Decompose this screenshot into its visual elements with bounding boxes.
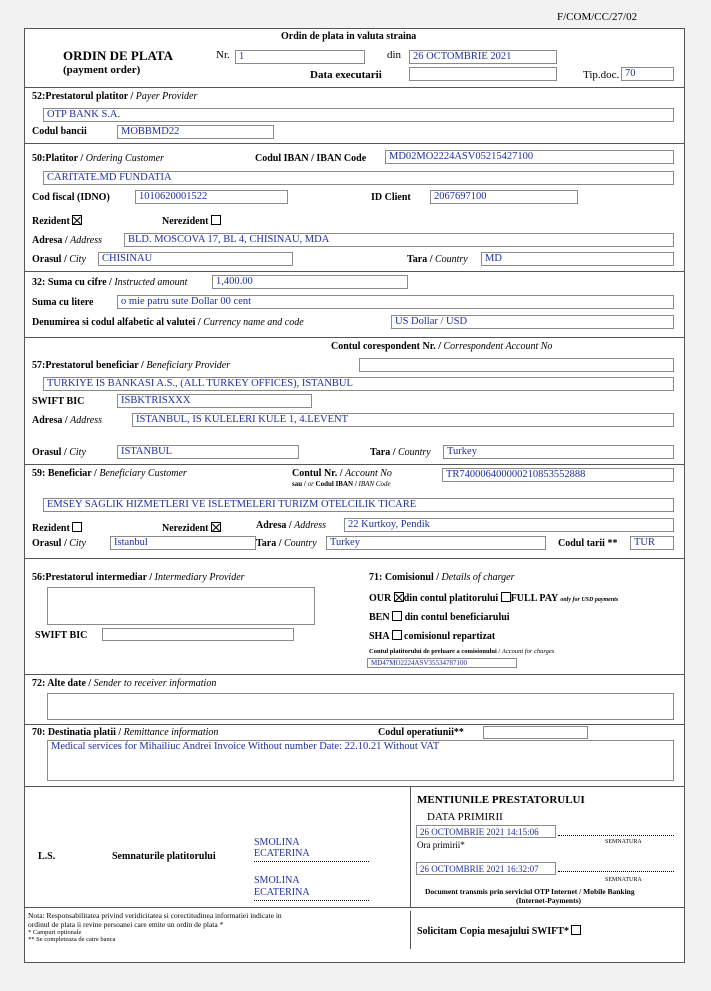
signature-name-2-last: ECATERINA: [254, 887, 310, 898]
beneficiary-customer-label: 59: Beneficiar / Beneficiary Customer: [32, 468, 187, 479]
intermediary-swift-field[interactable]: [102, 628, 294, 641]
transmission-note-line-2: (Internet-Payments): [516, 896, 581, 905]
transmission-note-line-1: Document transmis prin serviciul OTP Internet / Mobile Banking: [425, 887, 635, 896]
bank-code-field[interactable]: MOBBMD22: [117, 125, 274, 139]
footer-notes: [28, 911, 282, 943]
beneficiary-swift-field[interactable]: ISBKTRISXXX: [117, 394, 312, 408]
signature-name-1-first: SMOLINA: [254, 837, 300, 848]
fiscal-code-label: Cod fiscal (IDNO): [32, 192, 110, 203]
sha-checkbox[interactable]: [392, 630, 402, 640]
din-field[interactable]: 26 OCTOMBRIE 2021: [409, 50, 557, 64]
amount-words-label: Suma cu litere: [32, 297, 94, 308]
nr-label: Nr.: [216, 49, 230, 61]
rezident-option[interactable]: Rezident: [32, 215, 82, 227]
rezident-checkbox-checked[interactable]: [72, 215, 82, 225]
signatures-divider: [410, 787, 411, 908]
beneficiary-provider-country-field[interactable]: Turkey: [443, 445, 674, 459]
beneficiary-country-field[interactable]: Turkey: [326, 536, 546, 550]
country-label: Tara / Country: [407, 254, 468, 265]
beneficiary-city-label: Orasul / City: [32, 538, 86, 549]
signature-line-2: [254, 900, 369, 901]
city-field[interactable]: CHISINAU: [98, 252, 293, 266]
signature-name-2-first: SMOLINA: [254, 875, 300, 886]
beneficiary-iban-sublabel: sau / or Codul IBAN / IBAN Code: [292, 480, 391, 488]
beneficiary-provider-section: [25, 338, 684, 465]
beneficiary-account-field[interactable]: TR740006400000210853552888: [442, 468, 674, 482]
beneficiary-rezident-checkbox[interactable]: [72, 522, 82, 532]
intermediary-swift-label: SWIFT BIC: [35, 630, 88, 641]
payer-provider-section: [25, 88, 684, 144]
remittance-label: 70: Destinatia platii / Remittance information: [32, 727, 219, 738]
country-field[interactable]: MD: [481, 252, 674, 266]
ordering-customer-label: 50:Platitor / Ordering Customer: [32, 153, 164, 164]
iban-label: Codul IBAN / IBAN Code: [255, 153, 367, 164]
client-id-field[interactable]: 2067697100: [430, 190, 578, 204]
correspondent-account-field[interactable]: [359, 358, 674, 372]
receipt-date-label: DATA PRIMIRII: [427, 811, 503, 823]
amount-field[interactable]: 1,400.00: [212, 275, 408, 289]
currency-field[interactable]: US Dollar / USD: [391, 315, 674, 329]
receipt-time-label: Ora primirii*: [417, 840, 465, 850]
fiscal-code-field[interactable]: 1010620001522: [135, 190, 288, 204]
beneficiary-nerezident-checkbox-checked[interactable]: [211, 522, 221, 532]
beneficiary-account-label: Contul Nr. / Account No: [292, 468, 392, 479]
beneficiary-rezident-option[interactable]: Rezident: [32, 522, 82, 534]
intermediary-provider-field[interactable]: [47, 587, 315, 625]
beneficiary-provider-field[interactable]: TURKIYE IS BANKASI A.S., (ALL TURKEY OFFICES), ISTANBUL: [43, 377, 674, 391]
intermediary-charges-section: [25, 559, 684, 675]
amount-section: [25, 272, 684, 338]
header-section: [25, 29, 684, 88]
receipt-time-field[interactable]: 26 OCTOMBRIE 2021 16:32:07: [416, 862, 556, 875]
ben-checkbox[interactable]: [392, 611, 402, 621]
provider-mentions-title: MENTIUNILE PRESTATORULUI: [417, 794, 585, 806]
country-code-field[interactable]: TUR: [630, 536, 674, 550]
beneficiary-provider-address-field[interactable]: ISTANBUL, IS KULELERI KULE 1, 4.LEVENT: [132, 413, 674, 427]
beneficiary-provider-city-field[interactable]: ISTANBUL: [117, 445, 299, 459]
beneficiary-city-field[interactable]: Istanbul: [110, 536, 256, 550]
charges-our-option[interactable]: OUR din contul platitorului FULL PAY only for USD payments: [369, 593, 619, 604]
bank-code-label: Codul bancii: [32, 126, 87, 137]
address-label: Adresa / Address: [32, 235, 103, 246]
beneficiary-provider-label: 57:Prestatorul beneficiar / Beneficiary Provider: [32, 360, 231, 371]
iban-field[interactable]: MD02MO2224ASV05215427100: [385, 150, 674, 164]
beneficiary-provider-country-label: Tara / Country: [370, 447, 431, 458]
signature-line-3: [558, 835, 674, 836]
ls-label: L.S.: [38, 851, 56, 862]
nerezident-option[interactable]: Nerezident: [162, 215, 221, 227]
fullpay-checkbox[interactable]: [501, 592, 511, 602]
signature-name-1-last: ECATERINA: [254, 848, 310, 859]
beneficiary-provider-address-label: Adresa / Address: [32, 415, 103, 426]
beneficiary-country-label: Tara / Country: [256, 538, 317, 549]
signature-caption-2: SEMNATURA: [605, 877, 642, 883]
exec-date-label: Data executarii: [310, 69, 382, 81]
exec-date-field[interactable]: [409, 67, 557, 81]
currency-label: Denumirea si codul alfabetic al valutei / Currency name and code: [32, 317, 304, 328]
swift-copy-checkbox[interactable]: [571, 925, 581, 935]
charges-account-field[interactable]: MD47MO2224ASV35534787100: [367, 658, 517, 668]
charges-sha-option[interactable]: SHA comisionul repartizat: [369, 631, 496, 642]
beneficiary-provider-city-label: Orasul / City: [32, 447, 86, 458]
charges-account-label: Contul platitorului de preluare a comisionului / Account for charges: [369, 648, 555, 655]
operation-code-label: Codul operatiunii**: [378, 727, 464, 738]
remittance-section: [25, 725, 684, 787]
nr-field[interactable]: 1: [235, 50, 365, 64]
intermediary-provider-label: 56:Prestatorul intermediar / Intermediary Provider: [32, 572, 245, 583]
signature-caption-1: SEMNATURA: [605, 839, 642, 845]
form-title-en: (payment order): [63, 64, 141, 76]
country-code-label: Codul tarii **: [558, 538, 618, 549]
swift-copy-request[interactable]: Solicitam Copia mesajului SWIFT*: [417, 925, 581, 937]
note-line-1: Nota: Responsabilitatea privind veridicitatea si corectitudinea informatiei indicate in: [28, 911, 282, 920]
amount-words-field[interactable]: o mie patru sute Dollar 00 cent: [117, 295, 674, 309]
operation-code-field[interactable]: [483, 726, 588, 739]
sender-info-section: [25, 675, 684, 725]
beneficiary-nerezident-option[interactable]: Nerezident: [162, 522, 221, 534]
charges-label: 71: Comisionul / Details of charger: [369, 572, 515, 583]
note-line-2: ordinul de plata ii revine persoanei care emite un ordin de plata *: [28, 920, 224, 929]
payer-signatures-label: Semnaturile platitorului: [112, 851, 216, 862]
sender-info-label: 72: Alte date / Sender to receiver information: [32, 678, 217, 689]
our-checkbox-checked[interactable]: [394, 592, 404, 602]
note-line-4: ** Se completeaza de catre banca: [28, 936, 116, 943]
beneficiary-address-label: Adresa / Address: [256, 520, 327, 531]
tipdoc-field[interactable]: 70: [621, 67, 674, 81]
footer-divider: [410, 911, 411, 949]
signatures-section: [25, 787, 684, 908]
form-title: ORDIN DE PLATA: [63, 48, 174, 63]
amount-label: 32: Suma cu cifre / Instructed amount: [32, 277, 188, 288]
form-code: F/COM/CC/27/02: [557, 11, 638, 23]
ordering-customer-field[interactable]: CARITATE.MD FUNDATIA: [43, 171, 674, 185]
receipt-date-field[interactable]: 26 OCTOMBRIE 2021 14:15:06: [416, 825, 556, 838]
client-id-label: ID Client: [371, 192, 411, 203]
nerezident-checkbox[interactable]: [211, 215, 221, 225]
tipdoc-label: Tip.doc.: [583, 69, 620, 81]
signature-line-1: [254, 861, 369, 862]
din-label: din: [387, 49, 402, 61]
remittance-field[interactable]: Medical services for Mihailiuc Andrei Invoice Without number Date: 22.10.21 Without VAT: [47, 740, 674, 781]
address-field[interactable]: BLD. MOSCOVA 17, BL 4, CHISINAU, MDA: [124, 233, 674, 247]
beneficiary-swift-label: SWIFT BIC: [32, 396, 85, 407]
beneficiary-address-field[interactable]: 22 Kurtkoy, Pendik: [344, 518, 674, 532]
city-label: Orasul / City: [32, 254, 86, 265]
correspondent-account-label: Contul corespondent Nr. / Correspondent Account No: [331, 341, 553, 352]
ordering-customer-section: [25, 144, 684, 272]
beneficiary-name-field[interactable]: EMSEY SAGLIK HIZMETLERI VE ISLETMELERI TURIZM OTELCILIK TICARE: [43, 498, 674, 512]
sender-info-field[interactable]: [47, 693, 674, 720]
charges-ben-option[interactable]: BEN din contul beneficiarului: [369, 612, 510, 623]
payment-order-form: [24, 28, 685, 963]
beneficiary-customer-section: [25, 465, 684, 559]
form-subtitle: Ordin de plata in valuta straina: [281, 31, 417, 42]
payer-provider-field[interactable]: OTP BANK S.A.: [43, 108, 674, 122]
signature-line-4: [558, 871, 674, 872]
note-line-3: * Campuri optionale: [28, 929, 82, 936]
payer-provider-label: 52:Prestatorul platitor / Payer Provider: [32, 91, 198, 102]
